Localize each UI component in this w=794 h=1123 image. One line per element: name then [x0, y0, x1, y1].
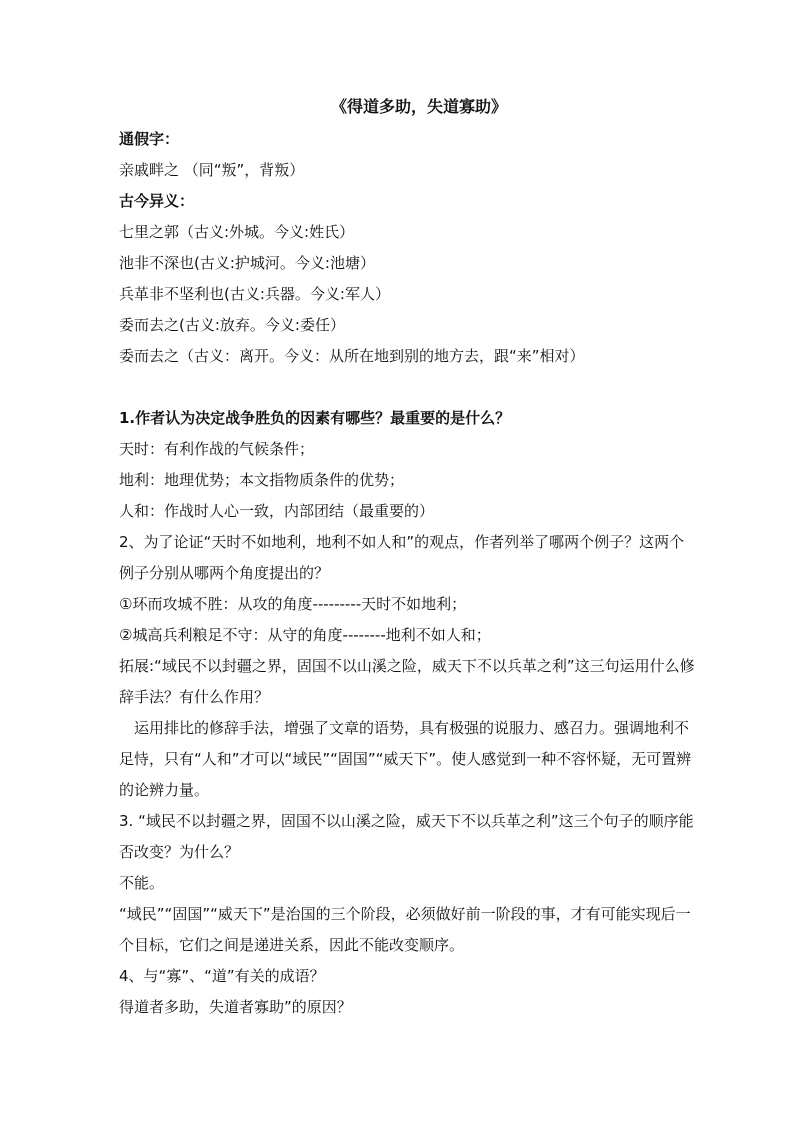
extension-question: 拓展:“域民不以封疆之界，固国不以山溪之险，威天下不以兵革之利”这三句运用什么修辞手法？有什么作用？	[119, 657, 695, 706]
document-content	[119, 92, 699, 1023]
question-5: 得道者多助，失道者寡助”的原因？	[119, 998, 352, 1016]
gujin-item-4: 委而去之(古义:放弃。今义:委任）	[119, 316, 345, 334]
document-title: 《得道多助，失道寡助》	[330, 97, 507, 116]
question-3: 3. “域民不以封疆之界，固国不以山溪之险，威天下不以兵革之利”这三个句子的顺序能否改变？为什么？	[119, 812, 694, 861]
question-2-answer-1: ①环而攻城不胜：从攻的角度---------天时不如地利；	[119, 595, 467, 613]
blank-line	[119, 372, 699, 403]
question-2: 2、为了论证“天时不如地利，地利不如人和”的观点，作者列举了哪两个例子？这两个例子分别从哪两个角度提出的？	[119, 533, 685, 582]
gujin-item-1: 七里之郭（古义:外城。今义:姓氏）	[119, 223, 355, 241]
question-1-answer-1: 天时：有利作战的气候条件；	[119, 440, 315, 458]
question-1-answer-2: 地利：地理优势；本文指物质条件的优势；	[119, 471, 405, 489]
question-4: 4、与“寡”、“道”有关的成语？	[119, 967, 325, 985]
gujin-item-2: 池非不深也(古义:护城河。今义:池塘）	[119, 254, 375, 272]
question-2-answer-2: ②城高兵利粮足不守：从守的角度--------地利不如人和；	[119, 626, 491, 644]
gujin-item-5: 委而去之（古义：离开。今义：从所在地到别的地方去，跟“来”相对）	[119, 347, 585, 365]
question-3-answer-2: “域民”“固国”“威天下”是治国的三个阶段，必须做好前一阶段的事，才有可能实现后一个目标，它们之间是递进关系，因此不能改变顺序。	[119, 905, 691, 954]
question-3-answer-1: 不能。	[119, 874, 165, 892]
question-1-answer-3: 人和：作战时人心一致，内部团结（最重要的）	[119, 502, 435, 520]
question-1: 1.作者认为决定战争胜负的因素有哪些？最重要的是什么？	[119, 409, 511, 427]
extension-answer: 运用排比的修辞手法，增强了文章的语势，具有极强的说服力、感召力。强调地利不足恃，只有“人和”才可以“域民”“固国”“威天下”。使人感觉到一种不容怀疑，无可置辨的论辨力量。	[119, 719, 692, 799]
gujin-item-3: 兵革非不坚利也(古义:兵器。今义:军人）	[119, 285, 390, 303]
heading-tongjia: 通假字：	[119, 130, 180, 148]
tongjia-item-1: 亲戚畔之 （同“叛”，背叛）	[119, 161, 305, 179]
heading-gujin: 古今异义：	[119, 192, 195, 210]
